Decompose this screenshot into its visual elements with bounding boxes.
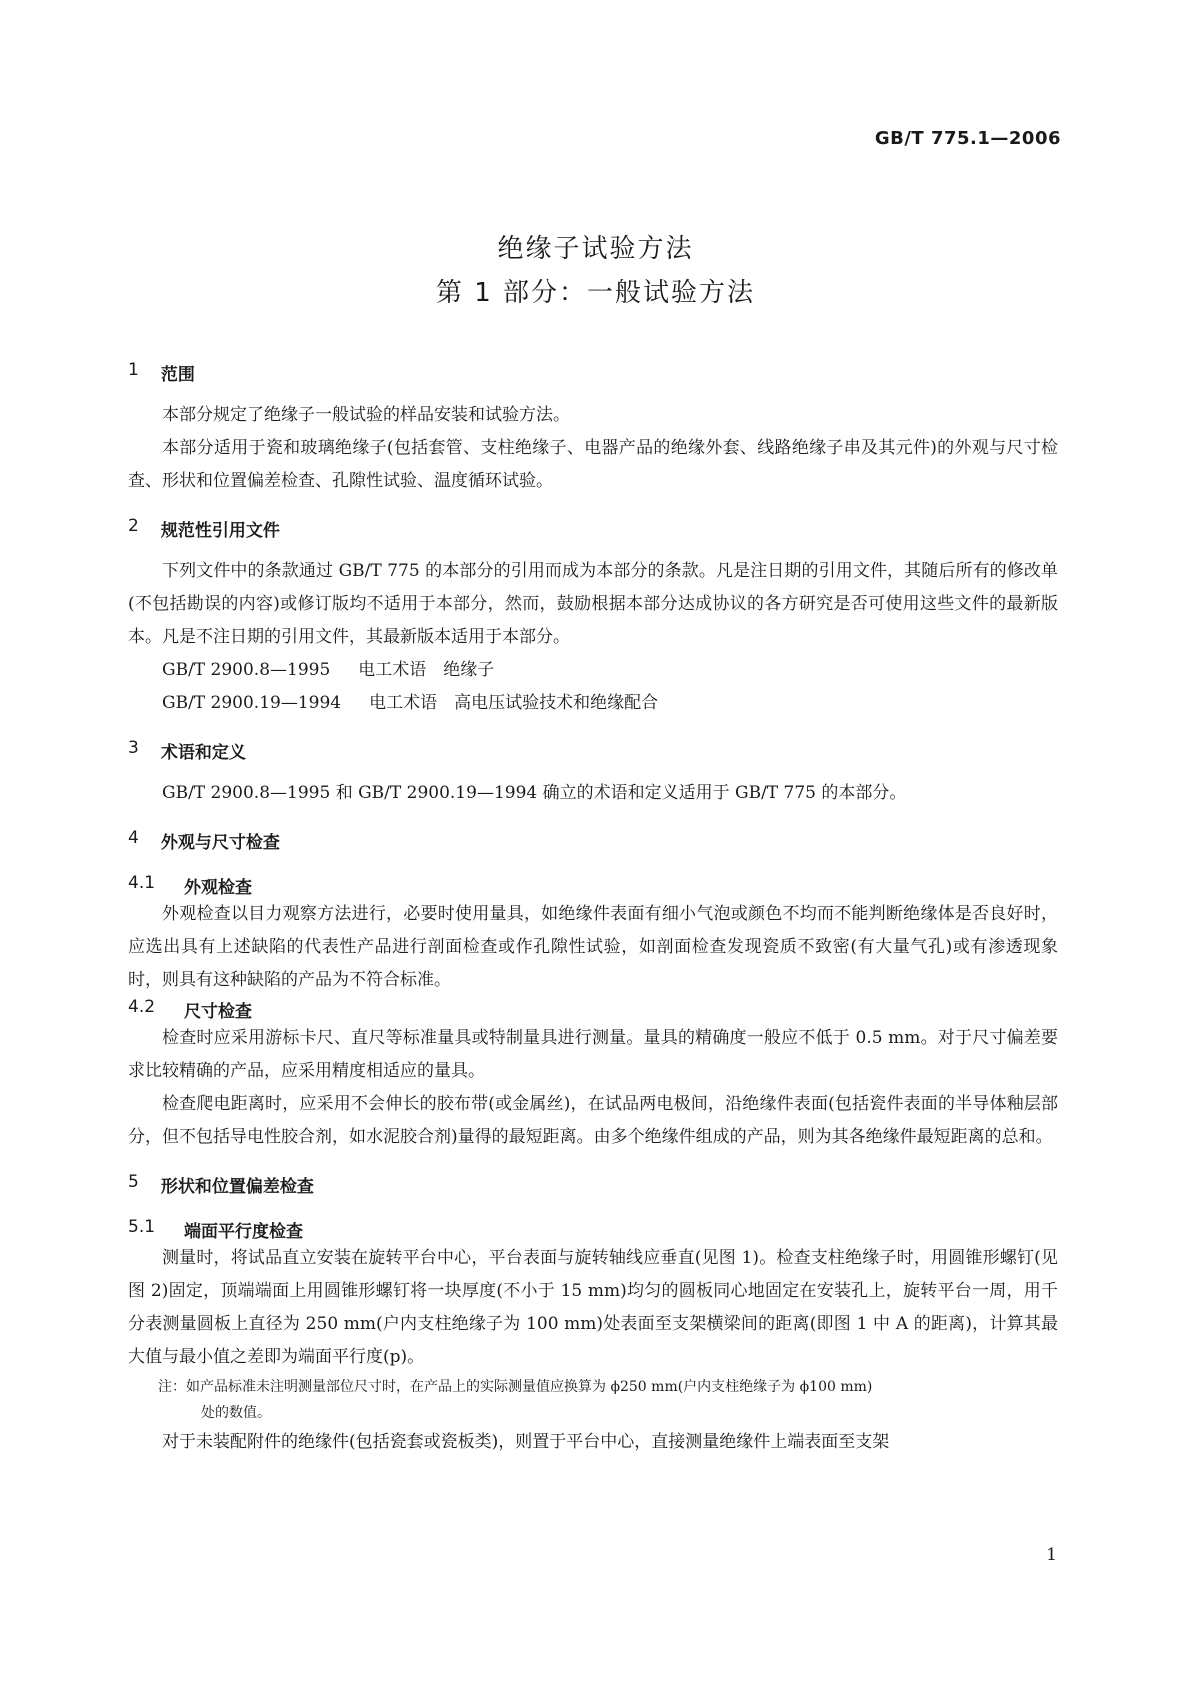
subsection-title: 外观检查 xyxy=(184,878,252,898)
reference-code: GB/T 2900.8—1995 xyxy=(162,660,331,680)
subsection-number: 4.2 xyxy=(128,997,156,1017)
section-heading-5 xyxy=(128,1172,1058,1197)
section-heading-2 xyxy=(128,516,1058,541)
section-title: 规范性引用文件 xyxy=(160,521,280,541)
section-heading-3 xyxy=(128,738,1058,763)
page-number: 1 xyxy=(1046,1545,1057,1565)
reference-code: GB/T 2900.19—1994 xyxy=(162,693,342,713)
paragraph: 对于未装配附件的绝缘件(包括瓷套或瓷板类)，则置于平台中心，直接测量绝缘件上端表面至支架 xyxy=(162,1432,890,1452)
note-text-continued: 处的数值。 xyxy=(201,1405,271,1421)
subsection-number: 5.1 xyxy=(128,1217,156,1237)
section-number: 5 xyxy=(128,1172,139,1192)
document-body xyxy=(128,360,1058,1459)
paragraph: 检查爬电距离时，应采用不会伸长的胶布带(或金属丝)，在试品两电极间，沿绝缘件表面(包括瓷件表面的半导体釉层部分，但不包括导电性胶合剂，如水泥胶合剂)量得的最短距离。由多个绝缘件组成的产品，则为其各绝缘件最短距离的总和。 xyxy=(128,1094,1058,1147)
section-number: 3 xyxy=(128,738,139,758)
note xyxy=(158,1374,1058,1426)
subsection-heading-4-1 xyxy=(128,873,1058,898)
document-title: 绝缘子试验方法 xyxy=(497,234,694,264)
subsection-title: 端面平行度检查 xyxy=(184,1222,303,1242)
standard-code: GB/T 775.1—2006 xyxy=(874,128,1061,149)
document-subtitle: 第 1 部分：一般试验方法 xyxy=(435,278,756,308)
subsection-number: 4.1 xyxy=(128,873,156,893)
reference-item xyxy=(128,687,1058,720)
section-number: 4 xyxy=(128,828,139,848)
section-heading-4 xyxy=(128,828,1058,853)
reference-title: 电工术语 高电压试验技术和绝缘配合 xyxy=(369,693,659,713)
section-title: 术语和定义 xyxy=(160,743,246,763)
reference-item xyxy=(128,654,1058,687)
paragraph: 本部分规定了绝缘子一般试验的样品安装和试验方法。 xyxy=(162,405,570,425)
paragraph: 测量时，将试品直立安装在旋转平台中心，平台表面与旋转轴线应垂直(见图 1)。检查支柱绝缘子时，用圆锥形螺钉(见图 2)固定，顶端端面上用圆锥形螺钉将一块厚度(不小于 15 mm)均匀的圆板同心地固定在安装孔上，旋转平台一周，用千分表测量圆板上直径为 250 mm(户内支柱绝缘子为 100 mm)处表面至支架横梁间的距离(即图 1 中 A 的距离)，计算其最大值与最小值之差即为端面平行度(p)。 xyxy=(128,1248,1058,1367)
note-text: 如产品标准未注明测量部位尺寸时，在产品上的实际测量值应换算为 ϕ250 mm(户内支柱绝缘子为 ϕ100 mm) xyxy=(186,1379,873,1395)
section-heading-1 xyxy=(128,360,1058,385)
section-number: 2 xyxy=(128,516,139,536)
paragraph: 本部分适用于瓷和玻璃绝缘子(包括套管、支柱绝缘子、电器产品的绝缘外套、线路绝缘子串及其元件)的外观与尺寸检查、形状和位置偏差检查、孔隙性试验、温度循环试验。 xyxy=(128,438,1058,491)
subsection-heading-5-1 xyxy=(128,1217,1058,1242)
section-title: 外观与尺寸检查 xyxy=(160,833,280,853)
paragraph: GB/T 2900.8—1995 和 GB/T 2900.19—1994 确立的术语和定义适用于 GB/T 775 的本部分。 xyxy=(162,783,907,803)
paragraph: 检查时应采用游标卡尺、直尺等标准量具或特制量具进行测量。量具的精确度一般应不低于 0.5 mm。对于尺寸偏差要求比较精确的产品，应采用精度相适应的量具。 xyxy=(128,1028,1058,1081)
reference-title: 电工术语 绝缘子 xyxy=(358,660,495,680)
section-number: 1 xyxy=(128,360,139,380)
paragraph: 外观检查以目力观察方法进行，必要时使用量具，如绝缘件表面有细小气泡或颜色不均而不能判断绝缘体是否良好时，应选出具有上述缺陷的代表性产品进行剖面检查或作孔隙性试验，如剖面检查发现瓷质不致密(有大量气孔)或有渗透现象时，则具有这种缺陷的产品为不符合标准。 xyxy=(128,904,1058,990)
note-label: 注： xyxy=(158,1379,186,1395)
paragraph: 下列文件中的条款通过 GB/T 775 的本部分的引用而成为本部分的条款。凡是注日期的引用文件，其随后所有的修改单(不包括勘误的内容)或修订版均不适用于本部分，然而，鼓励根据本部分达成协议的各方研究是否可使用这些文件的最新版本。凡是不注日期的引用文件，其最新版本适用于本部分。 xyxy=(128,561,1058,647)
section-title: 范围 xyxy=(160,365,195,385)
subsection-title: 尺寸检查 xyxy=(184,1002,252,1022)
subsection-heading-4-2 xyxy=(128,997,1058,1022)
section-title: 形状和位置偏差检查 xyxy=(160,1177,314,1197)
